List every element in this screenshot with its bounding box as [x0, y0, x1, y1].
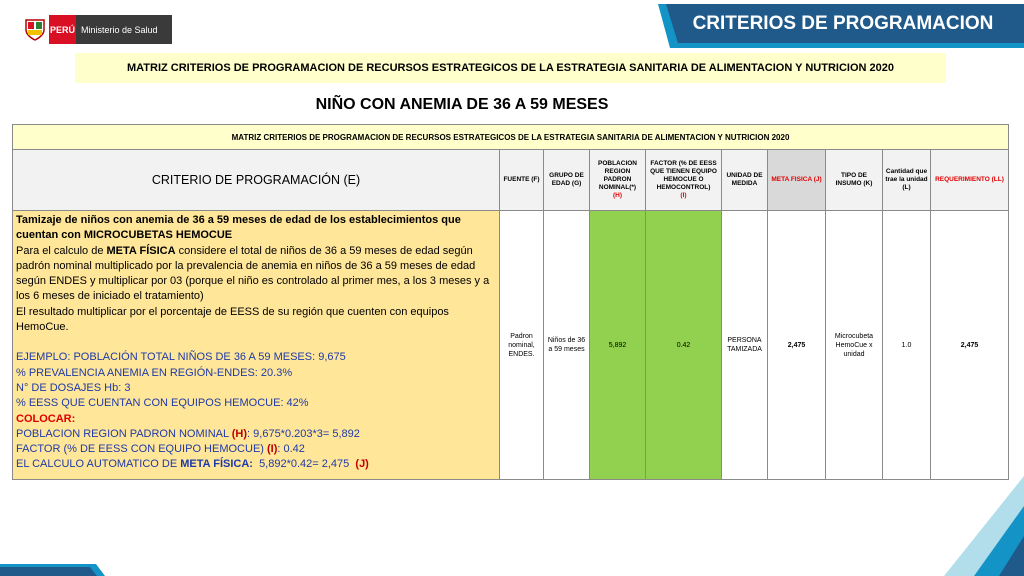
header-poblacion-code: (H)	[612, 192, 623, 199]
table-row	[13, 211, 1009, 480]
cell-poblacion: 5,892	[590, 211, 646, 480]
colocar-line-1	[16, 427, 496, 442]
desc-p1-a: Para el calculo de	[16, 244, 107, 257]
cell-factor: 0.42	[646, 211, 722, 480]
header-factor	[646, 150, 722, 211]
c3-a: EL CALCULO AUTOMATICO DE	[16, 458, 181, 471]
cell-fuente: Padron nominal, ENDES.	[500, 211, 544, 480]
desc-title: Tamizaje de niños con anemia de 36 a 59 meses de edad de los establecimientos que cuentan con MICROCUBETAS HEMOCUE	[16, 214, 461, 242]
matrix-band-title: MATRIZ CRITERIOS DE PROGRAMACION DE RECURSOS ESTRATEGICOS DE LA ESTRATEGIA SANITARIA DE ALIMENTACION Y NUTRICION 2020	[75, 53, 946, 83]
example-line-4: % EESS QUE CUENTAN CON EQUIPOS HEMOCUE: 42%	[16, 397, 309, 410]
c3-code: (J)	[355, 458, 369, 471]
colocar-line-2	[16, 442, 496, 457]
decorative-bottom-bar	[0, 564, 105, 576]
desc-p1-meta: META FÍSICA	[106, 244, 176, 257]
c3-meta: META FÍSICA:	[180, 458, 253, 471]
example-line-3: N° DE DOSAJES Hb: 3	[16, 381, 131, 394]
header-factor-code: (I)	[680, 192, 687, 199]
colocar-label: COLOCAR:	[16, 412, 76, 425]
c3-c: 5,892*0.42= 2,475	[252, 458, 356, 471]
table-title-row	[13, 125, 1009, 150]
cell-unidad: PERSONA TAMIZADA	[722, 211, 768, 480]
banner-title: CRITERIOS DE PROGRAMACION	[692, 13, 994, 34]
desc-spacer	[16, 335, 496, 350]
c1-a: POBLACION REGION PADRON NOMINAL	[16, 427, 232, 440]
header-criterio: CRITERIO DE PROGRAMACIÓN (E)	[13, 150, 500, 211]
page-subtitle	[0, 96, 974, 114]
example-line-2: % PREVALENCIA ANEMIA EN REGIÓN-ENDES: 20.3%	[16, 366, 293, 379]
desc-paragraph-2: El resultado multiplicar por el porcentaje de EESS de su región que cuenten con equipos HemoCue.	[16, 305, 449, 334]
cell-cantidad: 1.0	[883, 211, 931, 480]
cell-requerimiento: 2,475	[931, 211, 1009, 480]
section-banner	[658, 4, 1024, 48]
example-line-1: EJEMPLO: POBLACIÓN TOTAL NIÑOS DE 36 A 59 MESES: 9,675	[16, 351, 346, 364]
ministry-logo	[21, 15, 172, 44]
header-cantidad: Cantidad que trae la unidad (L)	[883, 150, 931, 211]
cell-grupo-edad: Niños de 36 a 59 meses	[544, 211, 590, 480]
cell-meta: 2,475	[768, 211, 826, 480]
header-tipo-insumo: TIPO DE INSUMO (K)	[826, 150, 883, 211]
colocar-line-3	[16, 457, 496, 472]
header-requerimiento: REQUERIMIENTO (LL)	[931, 150, 1009, 211]
c2-a: FACTOR (% DE EESS CON EQUIPO HEMOCUE)	[16, 443, 267, 456]
decorative-corner-shape	[854, 476, 1024, 576]
c2-c: : 0.42	[277, 443, 305, 456]
header-unidad: UNIDAD DE MEDIDA	[722, 150, 768, 211]
coat-of-arms-icon	[21, 15, 49, 44]
c1-c: : 9,675*0.203*3= 5,892	[247, 427, 360, 440]
subtitle-text: NIÑO CON ANEMIA DE 36 A 59 MESES	[315, 96, 609, 113]
c2-code: (I)	[267, 443, 278, 456]
header-poblacion-label: POBLACION REGION PADRON NOMINAL(*)	[598, 160, 637, 191]
header-poblacion	[590, 150, 646, 211]
c1-code: (H)	[231, 427, 248, 440]
table-header-row	[13, 150, 1009, 211]
logo-ministry: Ministerio de Salud	[76, 15, 172, 44]
desc-paragraph-1	[16, 244, 496, 305]
table-title: MATRIZ CRITERIOS DE PROGRAMACION DE RECURSOS ESTRATEGICOS DE LA ESTRATEGIA SANITARIA DE ALIMENTACION Y NUTRICION 2020	[13, 125, 1009, 150]
cell-tipo-insumo: Microcubeta HemoCue x unidad	[826, 211, 883, 480]
criteria-table	[12, 124, 1009, 480]
header-factor-label: FACTOR (% DE EESS QUE TIENEN EQUIPO HEMOCUE O HEMOCONTROL)	[650, 160, 717, 191]
logo-country: PERÚ	[49, 15, 76, 44]
header-grupo-edad: GRUPO DE EDAD (G)	[544, 150, 590, 211]
criterio-description	[13, 211, 500, 480]
header-meta: META FISICA (J)	[768, 150, 826, 211]
header-fuente: FUENTE (F)	[500, 150, 544, 211]
desc-p1-c: considere el total de niños de 36 a 59 meses de edad según padrón nominal multiplicado por la prevalencia de anemia en niños de 36 a 59 meses de edad según ENDES y multiplicar por 03 (porque el niño es controlado al primer mes, a los 3 meses y a los 6 meses de iniciado el tratamiento)	[16, 244, 490, 303]
